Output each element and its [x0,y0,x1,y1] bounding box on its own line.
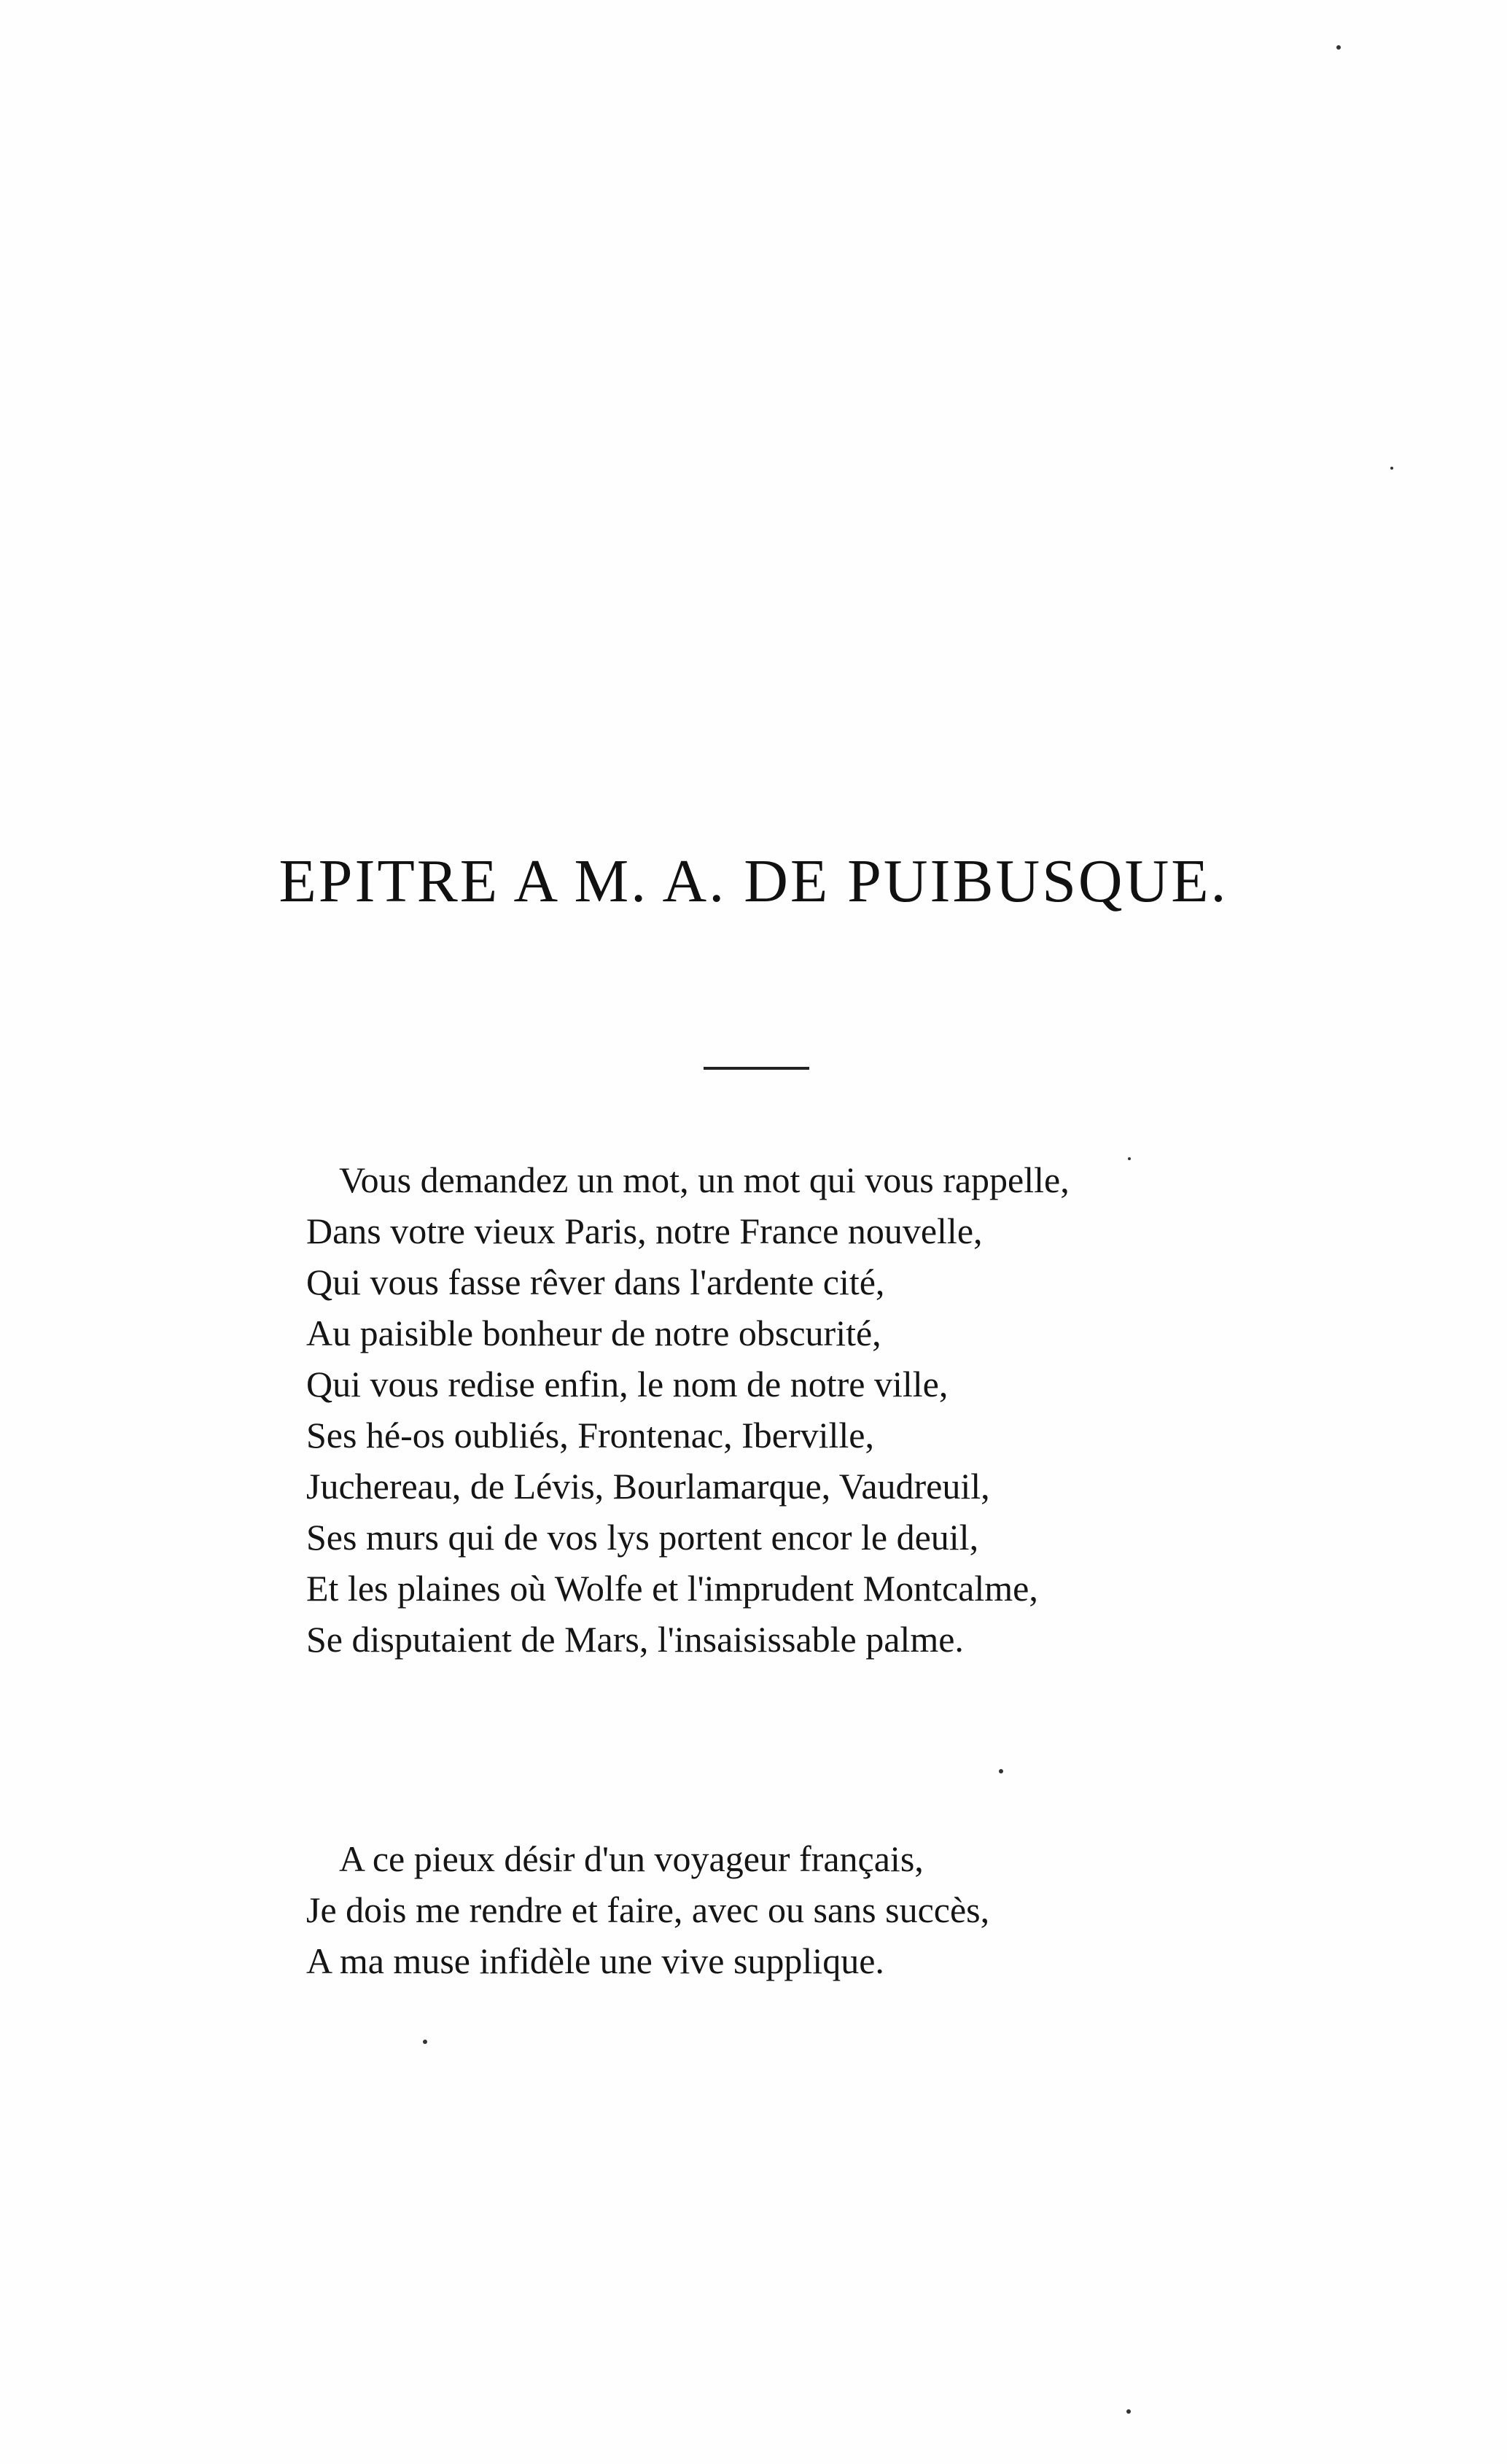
verse-line: Dans votre vieux Paris, notre France nouvelle, [306,1210,983,1251]
verse-line: Au paisible bonheur de notre obscurité, [306,1313,881,1353]
print-speck [1128,1157,1131,1160]
verse-line: Ses hé-os oubliés, Frontenac, Iberville, [306,1415,874,1456]
verse-line: Qui vous redise enfin, le nom de notre ville, [306,1364,949,1404]
print-speck [999,1769,1003,1773]
poem-title: EPITRE A M. A. DE PUIBUSQUE. [279,847,1228,915]
verse-line: Ses murs qui de vos lys portent encor le deuil, [306,1517,979,1558]
verse-line: A ce pieux désir d'un voyageur français, [339,1838,924,1879]
verse-line: Qui vous fasse rêver dans l'ardente cité, [306,1262,885,1302]
title-rule [704,1067,809,1070]
verse-line: Vous demandez un mot, un mot qui vous rappelle, [339,1159,1070,1200]
verse-line: Juchereau, de Lévis, Bourlamarque, Vaudreuil, [306,1466,990,1507]
verse-line: Et les plaines où Wolfe et l'imprudent Montcalme, [306,1568,1038,1609]
print-speck [1390,467,1393,470]
verse-line: Se disputaient de Mars, l'insaisissable palme. [306,1619,964,1660]
verse-line: Je dois me rendre et faire, avec ou sans succès, [306,1889,990,1930]
print-speck [1336,45,1341,50]
verse-line: A ma muse infidèle une vive supplique. [306,1940,884,1981]
print-speck [1126,2409,1131,2414]
print-speck [423,2040,427,2044]
